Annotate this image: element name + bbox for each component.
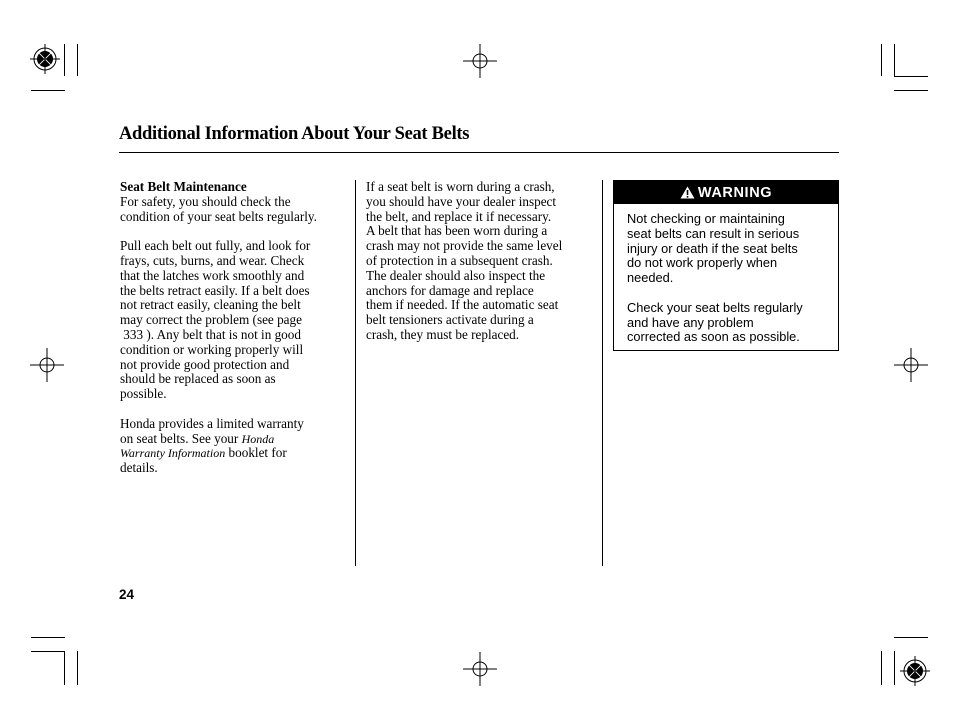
text-line: seat belts can result in serious — [627, 225, 800, 241]
crop-mark — [894, 637, 928, 638]
crop-mark — [894, 651, 895, 685]
page-number: 24 — [119, 587, 135, 602]
warning-label: WARNING — [697, 184, 773, 201]
text-line: corrected as soon as possible. — [627, 329, 800, 345]
paragraph-gap — [627, 286, 832, 301]
text-line: 333 ). Any belt that is not in good — [120, 326, 301, 342]
crop-mark — [77, 651, 78, 685]
text-span: booklet for — [228, 445, 287, 461]
crop-mark — [881, 44, 882, 76]
text-line: the belt, and replace it if necessary. — [366, 208, 552, 224]
text-line: crash may not provide the same level — [366, 238, 563, 254]
crop-mark — [64, 651, 65, 685]
registration-crosshair-icon — [30, 348, 64, 382]
text-line: do not work properly when — [627, 255, 778, 271]
text-line: you should have your dealer inspect — [366, 193, 557, 209]
text-line: needed. — [627, 270, 674, 286]
text-line: of protection in a subsequent crash. — [366, 252, 553, 268]
warning-header — [614, 181, 838, 204]
registration-crosshair-icon — [463, 44, 497, 78]
crop-mark — [31, 90, 65, 91]
text-line: possible. — [120, 386, 167, 402]
column-divider — [602, 180, 603, 566]
text-line: condition or working properly will — [120, 341, 304, 357]
registration-crosshair-icon — [463, 652, 497, 686]
registration-crosshair-icon — [894, 348, 928, 382]
text-line: frays, cuts, burns, and wear. Check — [120, 252, 305, 268]
text-line: may correct the problem (see page — [120, 312, 302, 328]
booklet-title: Honda — [241, 431, 275, 446]
text-line: and have any problem — [627, 314, 754, 330]
paragraph-gap — [120, 224, 352, 239]
text-line — [120, 432, 352, 447]
crop-mark — [64, 44, 65, 76]
warning-box — [613, 180, 839, 351]
column-divider — [355, 180, 356, 566]
section-heading: Seat Belt Maintenance — [120, 179, 247, 194]
column-2 — [366, 180, 600, 343]
text-line: Check your seat belts regularly — [627, 299, 803, 315]
crop-mark — [881, 651, 882, 685]
paragraph-gap — [120, 402, 352, 417]
booklet-title: Warranty Information — [120, 446, 226, 461]
text-line: injury or death if the seat belts — [627, 240, 798, 256]
column-1 — [120, 180, 352, 476]
text-line: details. — [120, 460, 158, 476]
text-line: belt tensioners activate during a — [366, 312, 534, 328]
registration-starburst-icon — [900, 656, 930, 686]
text-line: that the latches work smoothly and — [120, 267, 305, 283]
text-line: Pull each belt out fully, and look for — [120, 238, 311, 254]
crop-mark — [894, 44, 895, 76]
warning-body — [627, 212, 832, 345]
crop-mark — [31, 637, 65, 638]
text-line: For safety, you should check the — [120, 193, 291, 209]
title-rule — [119, 152, 839, 153]
text-line: The dealer should also inspect the — [366, 267, 546, 283]
crop-mark — [894, 76, 928, 77]
text-line: condition of your seat belts regularly. — [120, 208, 317, 224]
text-span: on seat belts. See your — [120, 430, 239, 446]
crop-mark — [894, 90, 928, 91]
text-line: crash, they must be replaced. — [366, 326, 520, 342]
text-line: not retract easily, cleaning the belt — [120, 297, 301, 313]
warning-triangle-icon — [680, 186, 695, 199]
text-line — [120, 446, 352, 461]
text-line: If a seat belt is worn during a crash, — [366, 179, 555, 194]
crop-mark — [31, 651, 65, 652]
crop-mark — [77, 44, 78, 76]
text-line: the belts retract easily. If a belt does — [120, 282, 310, 298]
text-line: Honda provides a limited warranty — [120, 415, 304, 431]
registration-starburst-icon — [30, 44, 60, 74]
text-line: Not checking or maintaining — [627, 211, 785, 226]
page-title: Additional Information About Your Seat Belts — [119, 124, 470, 144]
text-line: A belt that has been worn during a — [366, 223, 548, 239]
text-line: anchors for damage and replace — [366, 282, 534, 298]
text-line: not provide good protection and — [120, 356, 290, 372]
text-line: them if needed. If the automatic seat — [366, 297, 559, 313]
text-line: should be replaced as soon as — [120, 371, 276, 387]
